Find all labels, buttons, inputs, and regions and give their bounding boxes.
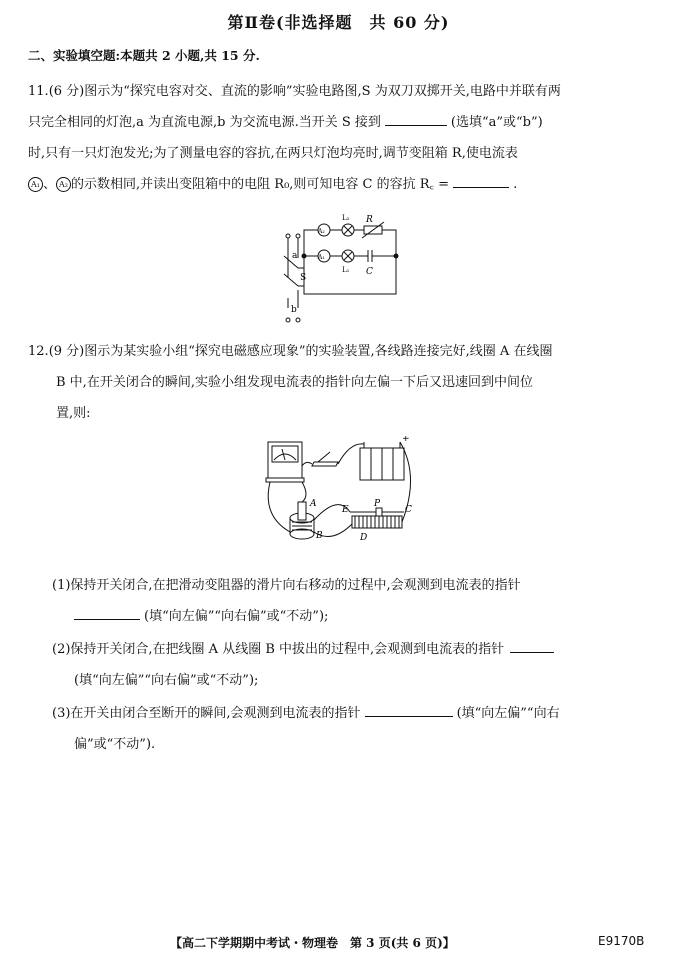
q12-number: 12.	[28, 344, 49, 359]
q11-line1-text: (6 分)图示为“探究电容对交、直流的影响”实验电路图,S 为双刀双掷开关,电路中并联有两	[48, 84, 561, 99]
q11-line2-text: 只完全相同的灯泡,a 为直流电源,b 为交流电源.当开关 S 接到	[28, 115, 381, 130]
q11-line4	[28, 169, 653, 200]
label-coil-b: B	[316, 531, 323, 541]
label-c: C	[366, 267, 373, 277]
q12-sub1	[52, 570, 650, 632]
q12-sub1-line2	[52, 601, 650, 632]
q12-line2	[28, 367, 653, 398]
ammeter-a1-symbol: A₁	[28, 177, 43, 192]
q11-line1	[28, 76, 653, 107]
q11-line4-text: 的示数相同,并读出变阻箱中的电阻 R₀,则可知电容 C 的容抗 R꜀ =	[71, 177, 450, 192]
q11-blank-2[interactable]	[453, 173, 509, 188]
q12-sub2-line1	[52, 634, 650, 665]
q12-blank-1[interactable]	[74, 605, 140, 620]
q12-sub2-hint: (填“向左偏”“向右偏”或“不动”);	[74, 673, 259, 688]
q12-sub1-line1: (1)保持开关闭合,在把滑动变阻器的滑片向右移动的过程中,会观测到电流表的指针	[52, 578, 521, 593]
q12-sub1-hint: (填“向左偏”“向右偏”或“不动”);	[144, 609, 329, 624]
q12-blank-2[interactable]	[510, 638, 554, 653]
q12-line2-text: B 中,在开关闭合的瞬间,实验小组发现电流表的指针向左偏一下后又迅速回到中间位	[56, 375, 533, 390]
q12-sub2	[52, 634, 650, 696]
q11-line3: 时,只有一只灯泡发光;为了测量电容的容抗,在两只灯泡均亮时,调节变阻箱 R,使电流表	[28, 146, 518, 161]
q11-blank-1[interactable]	[385, 111, 447, 126]
footer-code: E9170B	[598, 934, 645, 948]
q11-number: 11.	[28, 84, 49, 99]
q11-separator: 、	[43, 177, 57, 192]
question-11	[28, 76, 653, 200]
ammeter-a2-symbol: A₂	[56, 177, 71, 192]
question-12	[28, 336, 653, 429]
label-plus: +	[402, 436, 410, 444]
capacitor-circuit-diagram	[270, 208, 410, 336]
label-coil-a: A	[310, 499, 317, 509]
induction-apparatus-diagram	[262, 436, 422, 548]
q12-blank-3[interactable]	[365, 702, 453, 717]
q12-line3-text: 置,则:	[56, 406, 91, 421]
q12-sub3-line2	[52, 729, 650, 760]
q12-sub2-text: (2)保持开关闭合,在把线圈 A 从线圈 B 中拔出的过程中,会观测到电流表的指针	[52, 642, 505, 657]
q12-sub3-hint-end: 偏”或“不动”).	[74, 737, 156, 752]
q12-sub3-hint: (填“向左偏”“向右	[456, 706, 560, 721]
footer-page-info: 【高二下学期期中考试・物理卷 第 3 页(共 6 页)】	[170, 936, 455, 950]
q12-sub3-text: (3)在开关由闭合至断开的瞬间,会观测到电流表的指针	[52, 706, 361, 721]
section-heading: 二、实验填空题:本题共 2 小题,共 15 分.	[28, 48, 260, 63]
label-e: E	[342, 505, 349, 515]
label-a: a	[292, 251, 298, 261]
q12-sub2-line2	[52, 665, 650, 696]
q11-line4-end: .	[513, 177, 518, 192]
q12-line1	[28, 336, 653, 367]
label-a2: A₂	[318, 228, 325, 235]
label-l1: L₁	[342, 266, 350, 274]
q12-sub3	[52, 698, 650, 760]
label-l2: L₂	[342, 214, 350, 222]
q11-line2	[28, 107, 653, 138]
section-title: 第Ⅱ卷(非选择题 共 60 分)	[227, 13, 450, 32]
label-b: b	[291, 305, 297, 315]
q12-line1-text: (9 分)图示为某实验小组“探究电磁感应现象”的实验装置,各线路连接完好,线圈 A 在线圈	[48, 344, 553, 359]
label-p: P	[374, 499, 381, 509]
label-a1: A₁	[318, 254, 325, 261]
q12-sub3-line1	[52, 698, 650, 729]
q11-line2-hint: (选填“a”或“b”)	[450, 115, 543, 130]
label-r: R	[366, 215, 373, 225]
label-s: S	[300, 273, 307, 283]
q12-line3	[28, 398, 653, 429]
label-d: D	[360, 533, 368, 543]
label-c: C	[405, 505, 412, 515]
